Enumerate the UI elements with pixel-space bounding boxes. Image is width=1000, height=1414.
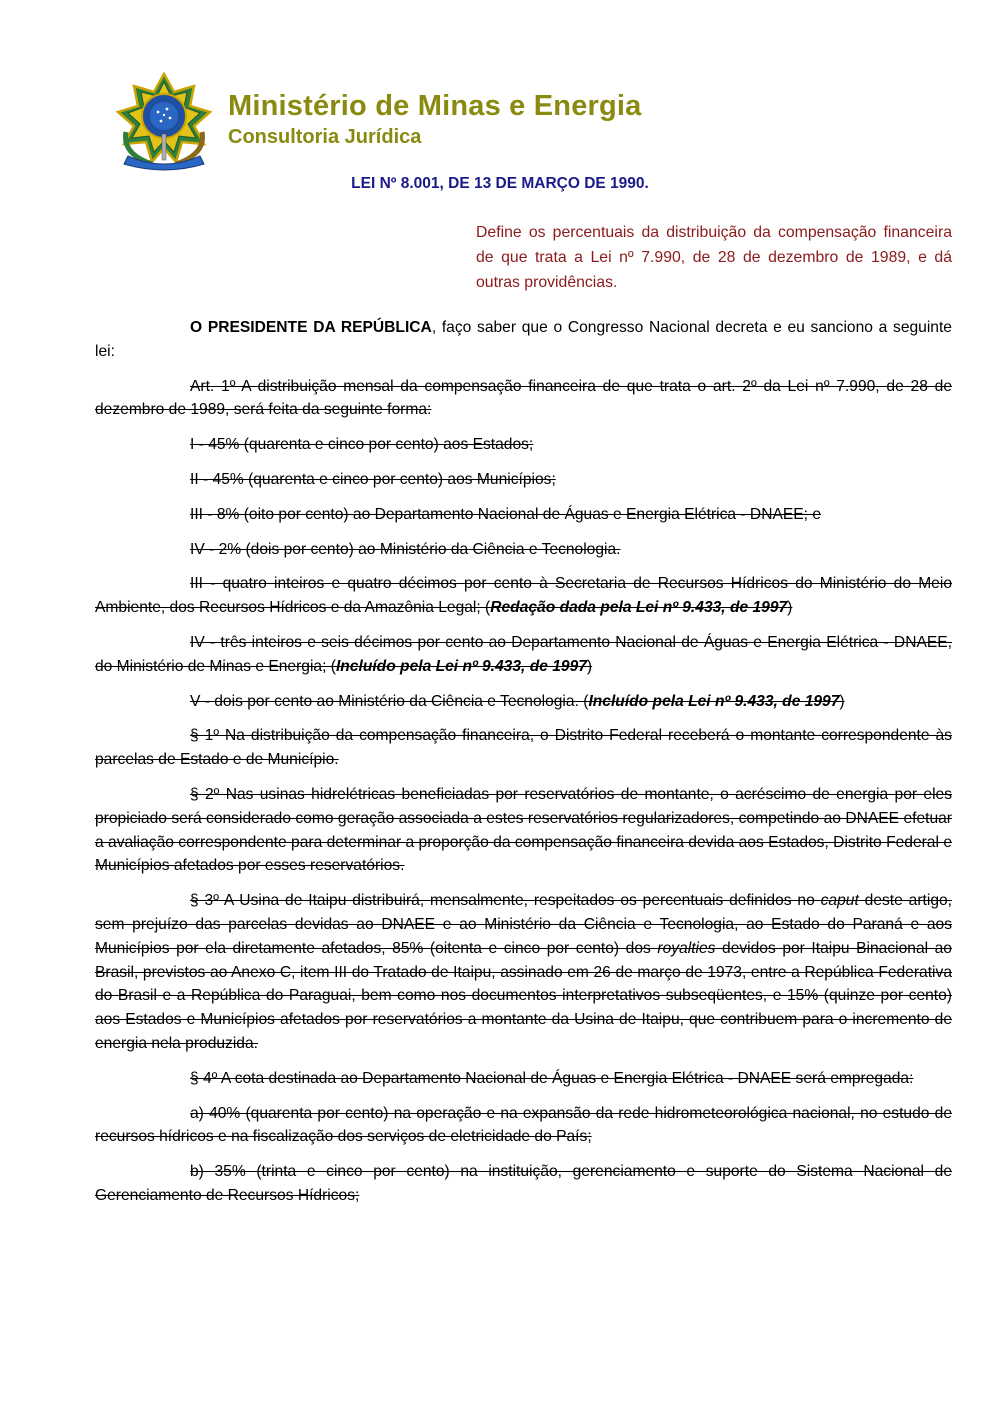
inciso-v-amended <box>95 690 952 714</box>
caput-term: caput <box>820 892 859 910</box>
law-body <box>95 316 952 1219</box>
preamble-president: O PRESIDENTE DA REPÚBLICA <box>190 319 432 336</box>
law-title: LEI Nº 8.001, DE 13 DE MARÇO DE 1990. <box>351 175 649 192</box>
paren-close: ) <box>586 657 593 675</box>
paragraph-3 <box>95 889 952 1056</box>
inciso-i: I - 45% (quarenta e cinco por cento) aos Estados; <box>190 436 534 454</box>
paragraph-1: § 1º Na distribuição da compensação financeira, o Distrito Federal receberá o montante correspondente às parcelas de Estado e de Município. <box>95 727 952 769</box>
coat-of-arms-icon <box>112 72 216 172</box>
inciso-iii-text: III - quatro inteiros e quatro décimos por cento à Secretaria de Recursos Hídricos do Ministério do Meio Ambiente, dos Recursos Hídricos e da Amazônia Legal; ( <box>95 575 952 617</box>
paren-close: ) <box>787 599 793 617</box>
inciso-iv-amended <box>95 631 952 679</box>
letterhead <box>112 72 712 172</box>
ministry-name: Ministério de Minas e Energia <box>228 90 642 122</box>
amendment-link[interactable]: Redação dada pela Lei nº 9.433, de 1997 <box>490 599 788 617</box>
inciso-ii: II - 45% (quarenta e cinco por cento) aos Municípios; <box>190 470 556 488</box>
paragraph-4: § 4º A cota destinada ao Departamento Nacional de Águas e Energia Elétrica - DNAEE será empregada: <box>190 1069 914 1087</box>
paragraph-2: § 2º Nas usinas hidrelétricas beneficiadas por reservatórios de montante, o acréscimo de energia por eles propiciado será considerado como geração associada a estes reservatórios regularizadores, competindo ao DNAEE efetuar a avaliação correspondente para determinar a proporção da compensação financeira devida aos Estados, Distrito Federal e Municípios afetados por esses reservatórios. <box>95 785 952 875</box>
paragraph-3-part-a: § 3º A Usina de Itaipu distribuirá, mensalmente, respeitados os percentuais definidos no <box>190 892 821 910</box>
paren-close: ) <box>839 692 845 710</box>
article-1: Art. 1º A distribuição mensal da compensação financeira de que trata o art. 2º da Lei nº 7.990, de 28 de dezembro de 1989, será feita da seguinte forma: <box>95 377 952 419</box>
amendment-link[interactable]: Incluído pela Lei nº 9.433, de 1997 <box>335 657 587 675</box>
inciso-iii-original: III - 8% (oito por cento) ao Departamento Nacional de Águas e Energia Elétrica - DNAEE; e <box>190 505 821 523</box>
paragraph-3-part-c: devidos por Itaipu Binacional ao Brasil, previstos ao Anexo C, item III do Tratado de Itaipu, assinado em 26 de março de 1973, entre a República Federativa do Brasil e a República do Paraguai, bem como nos documentos interpretativos subseqüentes, e 15% (quinze por cento) aos Estados e Municípios afetados por reservatórios a montante da Usina de Itaipu, que contribuem para o incremento de energia nela produzida. <box>95 939 952 1052</box>
amendment-link[interactable]: Incluído pela Lei nº 9.433, de 1997 <box>588 692 840 710</box>
paragraph-3-part-b: deste artigo, sem prejuízo das parcelas devidas ao DNAEE e ao Ministério da Ciência e Tecnologia, ao Estado do Paraná e aos Municípios por ela diretamente afetados, 85% (oitenta e cinco por cento) dos <box>95 892 952 957</box>
inciso-iv-text: IV - três inteiros e seis décimos por cento ao Departamento Nacional de Águas e Energia Elétrica - DNAEE, do Ministério de Minas e Energia; ( <box>95 633 952 675</box>
ementa: Define os percentuais da distribuição da compensação financeira de que trata a Lei nº 7.990, de 28 de dezembro de 1989, e dá outras providências. <box>476 224 952 291</box>
inciso-iv-original: IV - 2% (dois por cento) ao Ministério da Ciência e Tecnologia. <box>190 540 621 558</box>
royalties-term: royalties <box>657 939 716 957</box>
inciso-iii-amended <box>95 572 952 620</box>
alinea-b: b) 35% (trinta e cinco por cento) na instituição, gerenciamento e suporte do Sistema Nacional de Gerenciamento de Recursos Hídricos; <box>95 1163 952 1204</box>
alinea-a: a) 40% (quarenta por cento) na operação e na expansão da rede hidrometeorológica nacional, no estudo de recursos hídricos e na fiscalização dos serviços de eletricidade do País; <box>95 1104 952 1146</box>
inciso-v-text: V - dois por cento ao Ministério da Ciência e Tecnologia. ( <box>190 692 589 710</box>
preamble <box>95 316 952 364</box>
preamble-text: , faço saber que o Congresso Nacional decreta e eu sanciono a seguinte lei: <box>95 319 952 360</box>
department-name: Consultoria Jurídica <box>228 126 422 148</box>
